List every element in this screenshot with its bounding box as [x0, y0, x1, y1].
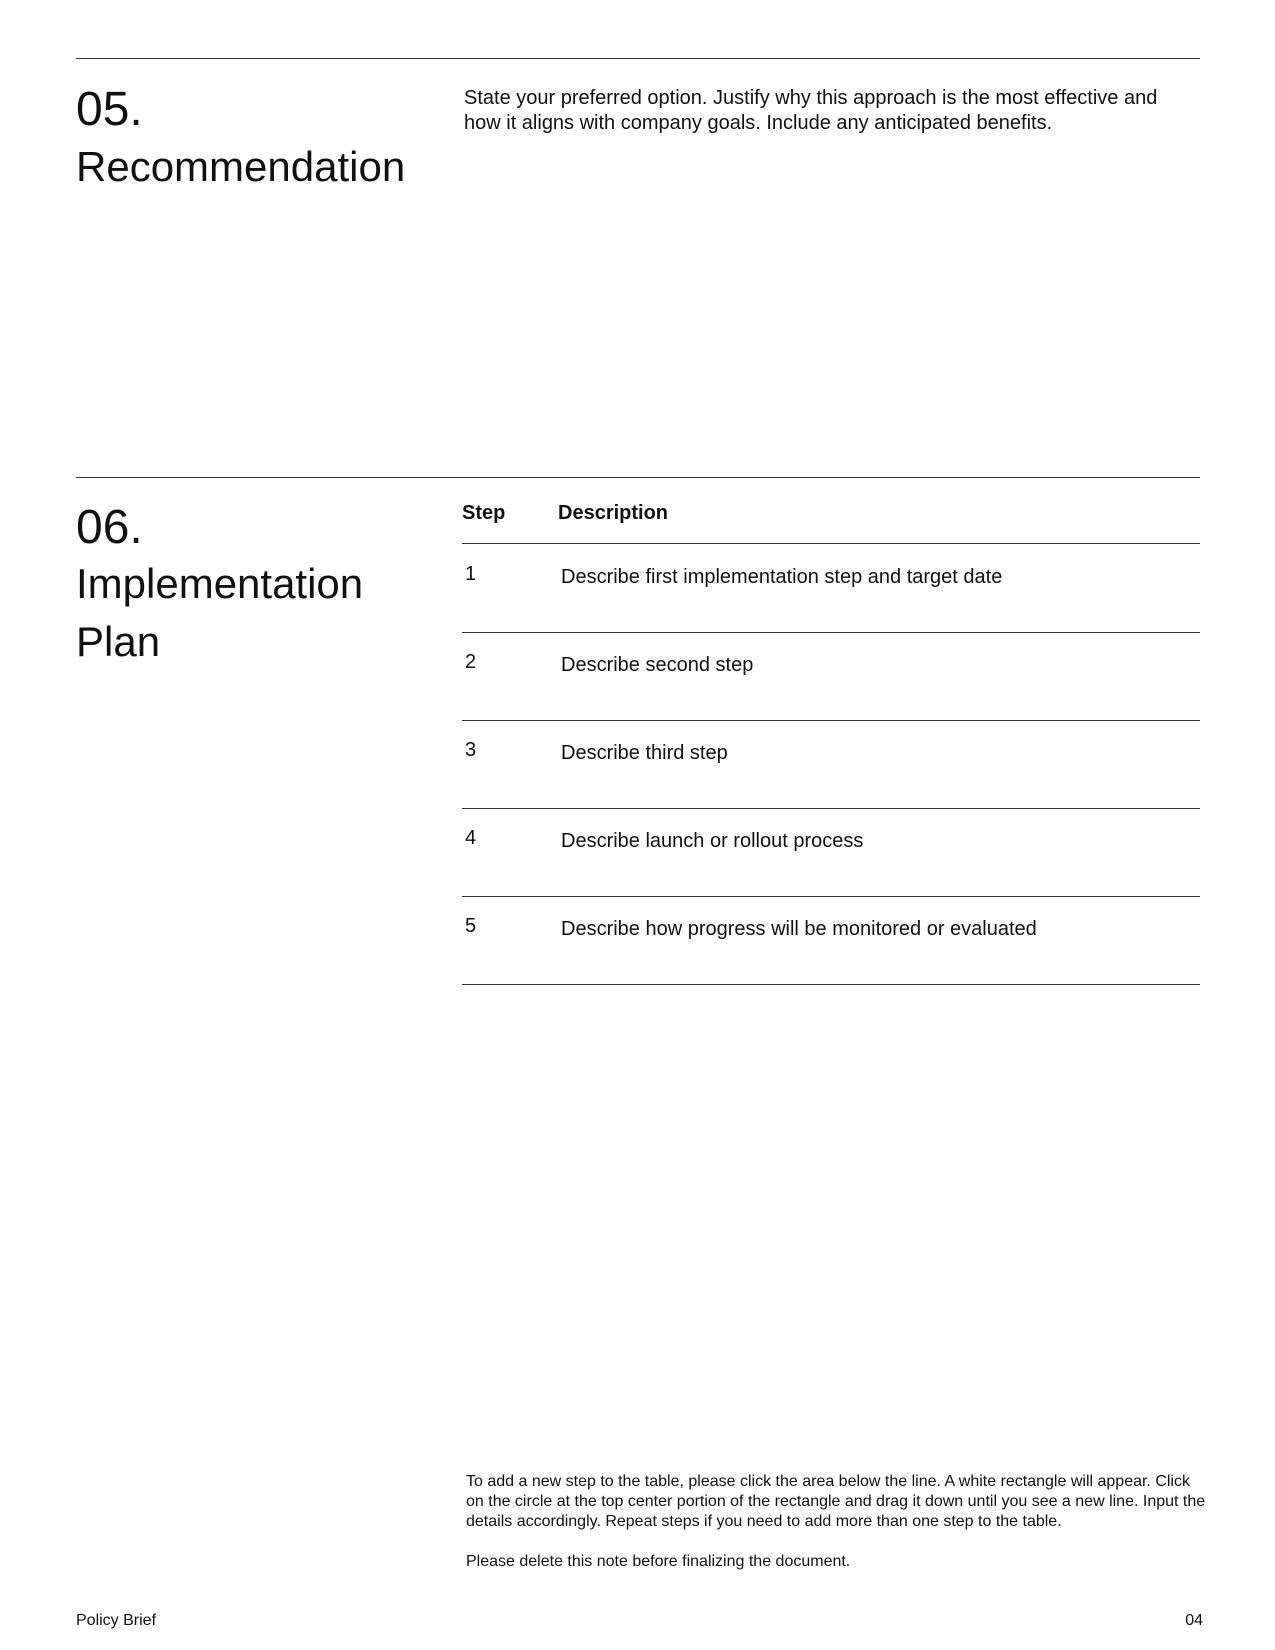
table-header-description: Description: [558, 502, 669, 524]
section-divider-recommendation: [76, 58, 1200, 59]
table-row[interactable]: [462, 896, 1200, 985]
step-number: 2: [465, 651, 477, 673]
table-row[interactable]: [462, 808, 1200, 897]
recommendation-body[interactable]: State your preferred option. Justify why this approach is the most effective and how it aligns with company goals. Include any anticipated benefits.: [464, 87, 1158, 134]
table-header-step: Step: [462, 502, 506, 524]
step-description[interactable]: Describe third step: [561, 742, 728, 764]
step-number: 3: [465, 739, 477, 761]
footer-page-number: 04: [1185, 1612, 1203, 1629]
footer-document-name: Policy Brief: [76, 1612, 157, 1629]
section-title-implementation-line1: Implementation: [76, 560, 364, 607]
instruction-note: [466, 1472, 1206, 1572]
table-row[interactable]: [462, 632, 1200, 721]
step-number: 1: [465, 563, 477, 585]
step-description[interactable]: Describe second step: [561, 654, 754, 676]
section-number-implementation: 06.: [76, 501, 143, 554]
note-instructions: To add a new step to the table, please click the area below the line. A white rectangle will appear. Click on the circle at the top center portion of the rectangle and drag it down until you see a new line. Input the details accordingly. Repeat steps if you need to add more than one step to the table.: [466, 1473, 1206, 1530]
step-number: 5: [465, 915, 477, 937]
section-divider-implementation: [76, 477, 1200, 478]
table-row[interactable]: [462, 720, 1200, 809]
step-description[interactable]: Describe launch or rollout process: [561, 830, 864, 852]
section-title-implementation-line2: Plan: [76, 618, 161, 665]
section-title-recommendation: Recommendation: [76, 143, 406, 190]
step-description[interactable]: Describe first implementation step and target date: [561, 566, 1003, 588]
step-number: 4: [465, 827, 477, 849]
step-description[interactable]: Describe how progress will be monitored or evaluated: [561, 918, 1037, 940]
table-row[interactable]: [462, 544, 1200, 633]
note-delete-notice: Please delete this note before finalizing the document.: [466, 1553, 851, 1570]
section-number-recommendation: 05.: [76, 83, 143, 136]
